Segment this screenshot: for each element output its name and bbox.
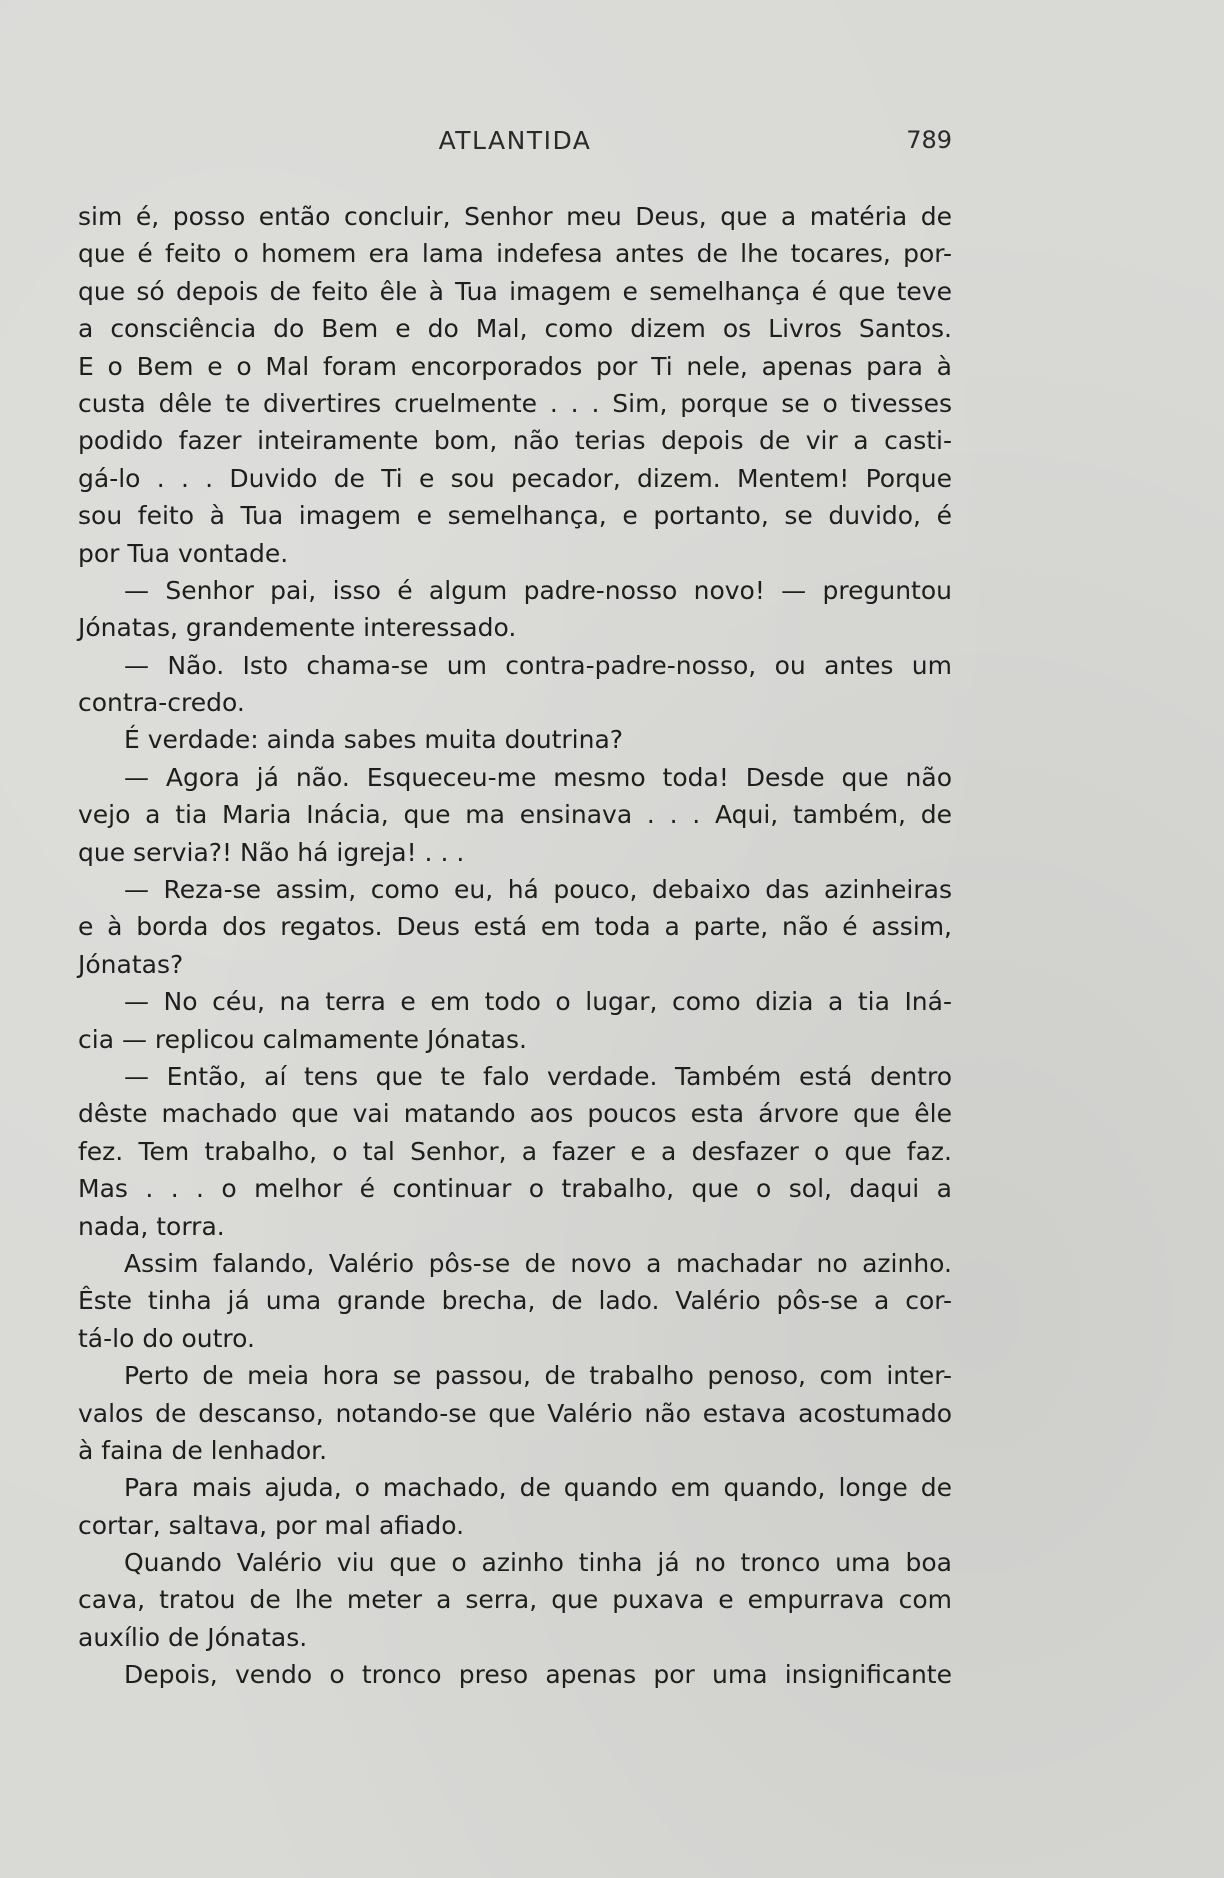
text-line: — Reza-se assim, como eu, há pouco, debaixo das azinheiras	[124, 875, 952, 905]
running-title: ATLANTIDA	[438, 126, 592, 155]
text-line: podido fazer inteiramente bom, não terias depois de vir a casti-	[78, 426, 952, 456]
page-number: 789	[906, 126, 952, 154]
text-line: a consciência do Bem e do Mal, como dizem os Livros Santos.	[78, 314, 952, 344]
text-line: — Senhor pai, isso é algum padre-nosso novo! — preguntou	[124, 575, 952, 605]
text-line: — Então, aí tens que te falo verdade. Também está dentro	[124, 1061, 952, 1091]
text-line: Quando Valério viu que o azinho tinha já no tronco uma boa	[124, 1548, 952, 1578]
text-line: auxílio de Jónatas.	[78, 1622, 308, 1652]
body-text	[78, 198, 952, 1694]
text-line: valos de descanso, notando-se que Valério não estava acostumado	[78, 1398, 952, 1428]
text-line: E o Bem e o Mal foram encorporados por Ti nele, apenas para à	[78, 351, 952, 381]
text-line: cia — replicou calmamente Jónatas.	[78, 1024, 527, 1054]
text-line: sou feito à Tua imagem e semelhança, e portanto, se duvido, é	[78, 501, 952, 531]
text-line: nada, torra.	[78, 1211, 225, 1241]
text-line: Para mais ajuda, o machado, de quando em quando, longe de	[124, 1473, 952, 1503]
text-line: cava, tratou de lhe meter a serra, que puxava e empurrava com	[78, 1585, 952, 1615]
text-line: Jónatas, grandemente interessado.	[78, 613, 517, 643]
text-line: por Tua vontade.	[78, 538, 289, 568]
text-line: Jónatas?	[78, 949, 184, 979]
text-line: Assim falando, Valério pôs-se de novo a machadar no azinho.	[124, 1248, 952, 1278]
text-line: à faina de lenhador.	[78, 1435, 328, 1465]
text-line: que servia?! Não há igreja! . . .	[78, 837, 465, 867]
text-line: — Não. Isto chama-se um contra-padre-nosso, ou antes um	[124, 650, 952, 680]
text-line: — No céu, na terra e em todo o lugar, como dizia a tia Iná-	[124, 987, 952, 1017]
text-line: fez. Tem trabalho, o tal Senhor, a fazer e a desfazer o que faz.	[78, 1136, 952, 1166]
text-line: e à borda dos regatos. Deus está em toda a parte, não é assim,	[78, 912, 952, 942]
text-line: Perto de meia hora se passou, de trabalho penoso, com inter-	[124, 1361, 952, 1391]
text-line: cortar, saltava, por mal afiado.	[78, 1510, 465, 1540]
text-line: gá-lo . . . Duvido de Ti e sou pecador, dizem. Mentem! Porque	[78, 463, 952, 493]
text-line: que só depois de feito êle à Tua imagem e semelhança é que teve	[78, 276, 952, 306]
text-line: dêste machado que vai matando aos poucos esta árvore que êle	[78, 1099, 952, 1129]
text-line: vejo a tia Maria Inácia, que ma ensinava . . . Aqui, também, de	[78, 800, 952, 830]
text-line: Êste tinha já uma grande brecha, de lado. Valério pôs-se a cor-	[78, 1286, 952, 1316]
text-line: contra-credo.	[78, 688, 245, 718]
page-header	[78, 126, 952, 166]
text-line: Mas . . . o melhor é continuar o trabalho, que o sol, daqui a	[78, 1174, 952, 1204]
text-line: É verdade: ainda sabes muita doutrina?	[124, 725, 624, 755]
text-line: tá-lo do outro.	[78, 1323, 255, 1353]
text-line: — Agora já não. Esqueceu-me mesmo toda! Desde que não	[124, 762, 952, 792]
text-line: que é feito o homem era lama indefesa antes de lhe tocares, por-	[78, 239, 952, 269]
text-line: custa dêle te divertires cruelmente . . . Sim, porque se o tivesses	[78, 388, 952, 418]
text-line: sim é, posso então concluir, Senhor meu Deus, que a matéria de	[78, 202, 952, 231]
text-line: Depois, vendo o tronco preso apenas por uma insignificante	[124, 1660, 952, 1690]
